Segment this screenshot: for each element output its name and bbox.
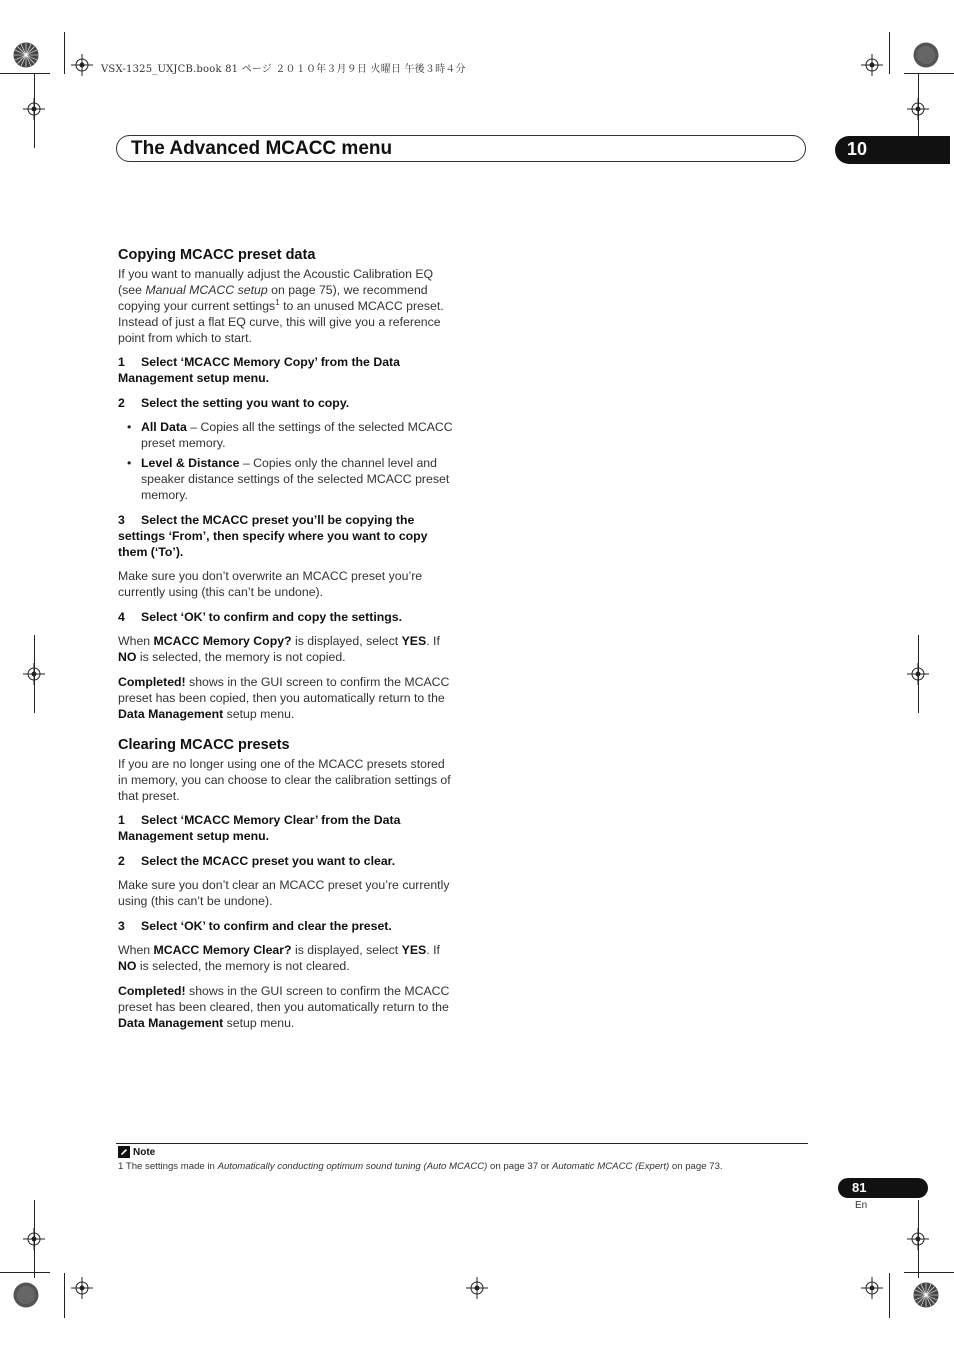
copy-step-3 [118, 512, 454, 600]
crop-line [0, 73, 50, 74]
note-label [118, 1146, 155, 1158]
note-pencil-icon [118, 1146, 130, 1158]
chapter-number: 10 [847, 139, 868, 159]
step-body: Make sure you don’t overwrite an MCACC preset you’re currently using (this can’t be undone). [118, 569, 423, 599]
option-desc: – Copies all the settings of the selected MCACC preset memory. [141, 420, 453, 450]
registration-starburst-icon [913, 1282, 939, 1308]
footnote-ref: 1 [275, 297, 280, 307]
step-text: Select ‘OK’ to confirm and clear the preset. [141, 919, 392, 933]
page-number-badge [838, 1178, 928, 1198]
crop-line [64, 1273, 65, 1318]
clear-step-2 [118, 853, 454, 909]
option-term: All Data [141, 420, 187, 434]
copy-step-4 [118, 609, 454, 665]
step-number: 2 [118, 396, 125, 410]
clear-completed: Completed! shows in the GUI screen to confirm the MCACC preset has been cleared, then you automatically return to the Data Management setup menu. [118, 984, 450, 1030]
step-number: 1 [118, 813, 125, 827]
page-language: En [855, 1200, 868, 1211]
step-number: 1 [118, 355, 125, 369]
crosshair-icon [71, 54, 93, 76]
file-header: VSX-1325_UXJCB.book 81 ページ ２０１０年３月９日 火曜日 午後３時４分 [101, 64, 466, 75]
crop-line [904, 73, 954, 74]
registration-starburst-icon [13, 1282, 39, 1308]
crop-line [34, 74, 35, 148]
crosshair-icon [71, 1277, 93, 1299]
section-heading-copying: Copying MCACC preset data [118, 247, 316, 263]
copying-intro [118, 266, 454, 346]
step-number: 3 [118, 513, 125, 527]
step-body: When MCACC Memory Copy? is displayed, select YES. If NO is selected, the memory is not copied. [118, 634, 440, 664]
crop-line [904, 1272, 954, 1273]
chapter-number-badge [835, 136, 950, 164]
crop-line [889, 1273, 890, 1318]
clearing-intro: If you are no longer using one of the MCACC presets stored in memory, you can choose to clear the calibration settings of that preset. [118, 757, 451, 803]
chapter-title: The Advanced MCACC menu [131, 138, 393, 159]
copy-step-2 [118, 395, 454, 503]
intro-text: to an unused MCACC preset. Instead of just a flat EQ curve, this will give you a reference point from which to start. [118, 299, 444, 345]
step-text: Select ‘MCACC Memory Clear’ from the Data Management setup menu. [118, 813, 401, 843]
crop-line [889, 32, 890, 74]
step-text: Select ‘OK’ to confirm and copy the settings. [141, 610, 403, 624]
step-body: Make sure you don’t clear an MCACC preset you’re currently using (this can’t be undone). [118, 878, 450, 908]
registration-starburst-icon [913, 42, 939, 68]
step-text: Select the MCACC preset you want to clear. [141, 854, 396, 868]
step-body: When MCACC Memory Clear? is displayed, select YES. If NO is selected, the memory is not cleared. [118, 943, 440, 973]
option-desc: – Copies only the channel level and speaker distance settings of the selected MCACC preset memory. [141, 456, 450, 502]
step-number: 2 [118, 854, 125, 868]
step-number: 4 [118, 610, 125, 624]
clear-step-3 [118, 918, 454, 974]
note-divider [116, 1143, 808, 1144]
intro-link-manual-mcacc: Manual MCACC setup [145, 283, 268, 297]
step-text: Select the setting you want to copy. [141, 396, 350, 410]
list-item [118, 455, 454, 503]
step-text: Select ‘MCACC Memory Copy’ from the Data Management setup menu. [118, 355, 400, 385]
copy-completed: Completed! shows in the GUI screen to confirm the MCACC preset has been copied, then you automatically return to the Data Management setup menu. [118, 675, 450, 721]
intro-text: If you want to manually adjust the Acoustic Calibration EQ (see [118, 267, 434, 297]
main-column [118, 246, 454, 1039]
section-heading-clearing: Clearing MCACC presets [118, 737, 290, 753]
crop-line [918, 635, 919, 713]
note-label-text: Note [133, 1146, 156, 1158]
intro-text: on page 75), we recommend copying your current settings [118, 283, 428, 313]
option-term: Level & Distance [141, 456, 240, 470]
step-text: Select the MCACC preset you’ll be copying the settings ‘From’, then specify where you want to copy them (‘To’). [118, 513, 428, 559]
crosshair-icon [861, 1277, 883, 1299]
crop-line [64, 32, 65, 74]
list-item [118, 419, 454, 451]
copy-options-list [118, 419, 454, 503]
crop-line [34, 635, 35, 713]
registration-starburst-icon [13, 42, 39, 68]
copy-step-1 [118, 354, 454, 386]
crop-line [918, 1200, 919, 1278]
crosshair-icon [466, 1277, 488, 1299]
crosshair-icon [861, 54, 883, 76]
footnote: 1 The settings made in Automatically conducting optimum sound tuning (Auto MCACC) on page 37 or Automatic MCACC (Expert) on page 73. [118, 1161, 723, 1172]
step-number: 3 [118, 919, 125, 933]
crop-line [0, 1272, 50, 1273]
page-number: 81 [852, 1180, 867, 1195]
clear-step-1 [118, 812, 454, 844]
crop-line [34, 1200, 35, 1278]
chapter-header-bar [116, 135, 806, 162]
